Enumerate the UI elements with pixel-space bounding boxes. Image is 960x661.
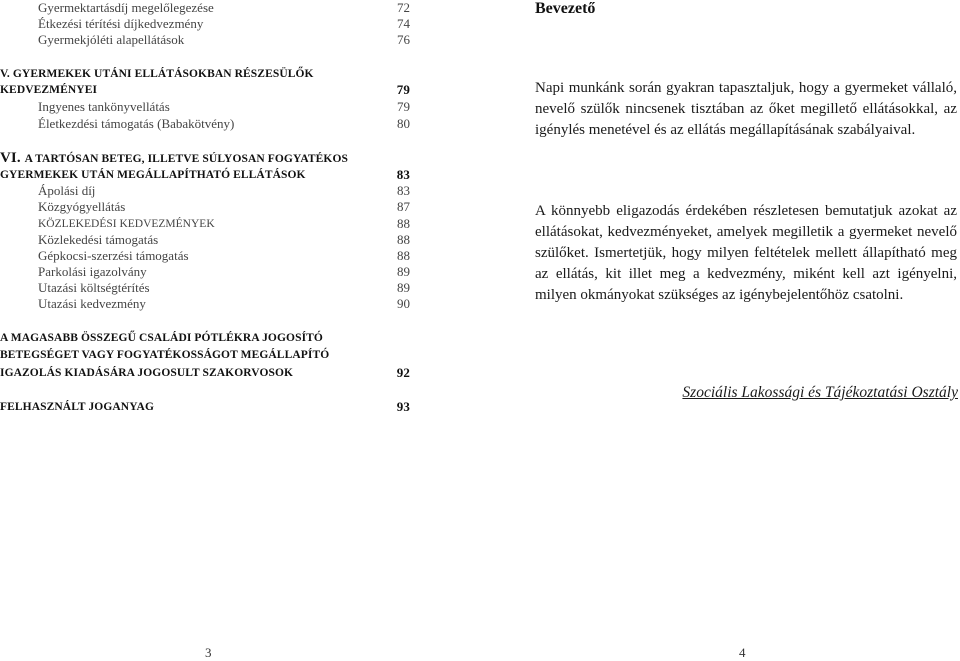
toc-item-title: Ingyenes tankönyvellátás: [38, 99, 170, 114]
toc-item-page: 87: [397, 199, 410, 214]
toc-item[interactable]: [38, 248, 410, 264]
toc-item[interactable]: [38, 199, 410, 215]
page-number-left: 3: [205, 645, 212, 660]
section-title: FELHASZNÁLT JOGANYAG: [0, 401, 154, 413]
toc-item-page: 88: [397, 232, 410, 247]
toc-item-page: 74: [397, 16, 410, 31]
toc-item[interactable]: [38, 116, 410, 132]
toc-item-page: 76: [397, 32, 410, 47]
intro-paragraph-2: A könnyebb eligazodás érdekében részletesen bemutatjuk azokat az ellátásokat, kedvezményeket, amelyek megilletik a gyermeket nevelő szülőket. Ismertetjük, hogy milyen feltételek mellett állapítható meg az ellátás, kit illet meg a kedvezmény, miként kell azt igényelni, milyen okmányokat szükséges az igénybejelentőhöz csatolni.: [535, 203, 957, 303]
toc-item-title: Utazási költségtérítés: [38, 280, 150, 295]
page-number-right: 4: [739, 645, 746, 660]
intro-paragraph-1: Napi munkánk során gyakran tapasztaljuk, hogy a gyermeket vállaló, nevelő szülők nincsenek tisztában az őket megillető ellátásokkal, az igénylés menetével és az ellátás megállapításának szabályaival.: [535, 80, 957, 138]
table-of-contents: [0, 0, 480, 659]
toc-item[interactable]: [38, 216, 410, 232]
toc-item-title: Utazási kedvezmény: [38, 296, 146, 311]
section-title-line1: A MAGASABB ÖSSZEGŰ CSALÁDI PÓTLÉKRA JOGOSÍTÓ: [0, 332, 323, 344]
section-title-line1-wrap: [0, 150, 348, 167]
toc-item[interactable]: [38, 16, 410, 32]
toc-item-title: Gyermektartásdíj megelőlegezése: [38, 0, 214, 15]
toc-item-title: Gyermekjóléti alapellátások: [38, 32, 185, 47]
section-title-line1: A TARTÓSAN BETEG, ILLETVE SÚLYOSAN FOGYATÉKOS: [24, 153, 349, 165]
toc-item-title: Parkolási igazolvány: [38, 264, 147, 279]
section-page: 92: [396, 365, 410, 380]
toc-item[interactable]: [38, 296, 410, 312]
toc-item[interactable]: [38, 183, 410, 199]
toc-item-title: Étkezési térítési díjkedvezmény: [38, 16, 204, 31]
toc-item-page: 83: [397, 183, 410, 198]
section-title-line2: GYERMEKEK UTÁN MEGÁLLAPÍTHATÓ ELLÁTÁSOK: [0, 169, 306, 181]
toc-item-page: 90: [397, 296, 410, 311]
toc-item-page: 80: [397, 116, 410, 131]
signature: Szociális Lakossági és Tájékoztatási Osztály: [682, 384, 958, 401]
section-title-line2: BETEGSÉGET VAGY FOGYATÉKOSSÁGOT MEGÁLLAPÍTÓ: [0, 349, 330, 361]
toc-item[interactable]: [38, 264, 410, 280]
toc-item-page: 88: [397, 216, 410, 231]
toc-item-page: 72: [397, 0, 410, 15]
section-page: 83: [396, 167, 410, 182]
toc-item-page: 89: [397, 264, 410, 279]
section-title-line3: IGAZOLÁS KIADÁSÁRA JOGOSULT SZAKORVOSOK: [0, 367, 294, 379]
toc-item-page: 89: [397, 280, 410, 295]
toc-item-title: Életkezdési támogatás (Babakötvény): [38, 116, 235, 131]
section-number: VI.: [0, 150, 25, 166]
toc-item-title: KÖZLEKEDÉSI KEDVEZMÉNYEK: [38, 218, 215, 230]
toc-item[interactable]: [38, 32, 410, 48]
section-page: 93: [396, 399, 410, 414]
toc-item[interactable]: [38, 0, 410, 16]
toc-item-title: Ápolási díj: [38, 183, 96, 198]
toc-item-page: 79: [397, 99, 410, 114]
page-title: Bevezető: [535, 0, 596, 17]
toc-item-title: Közlekedési támogatás: [38, 232, 159, 247]
section-page: 79: [396, 82, 410, 97]
section-title-line1: V. GYERMEKEK UTÁNI ELLÁTÁSOKBAN RÉSZESÜLŐK: [0, 68, 314, 80]
toc-item-title: Gépkocsi-szerzési támogatás: [38, 248, 189, 263]
toc-item[interactable]: [38, 280, 410, 296]
toc-item-title: Közgyógyellátás: [38, 199, 126, 214]
toc-item[interactable]: [38, 232, 410, 248]
toc-item-page: 88: [397, 248, 410, 263]
toc-item[interactable]: [38, 99, 410, 115]
section-title-line2: KEDVEZMÉNYEI: [0, 84, 98, 96]
